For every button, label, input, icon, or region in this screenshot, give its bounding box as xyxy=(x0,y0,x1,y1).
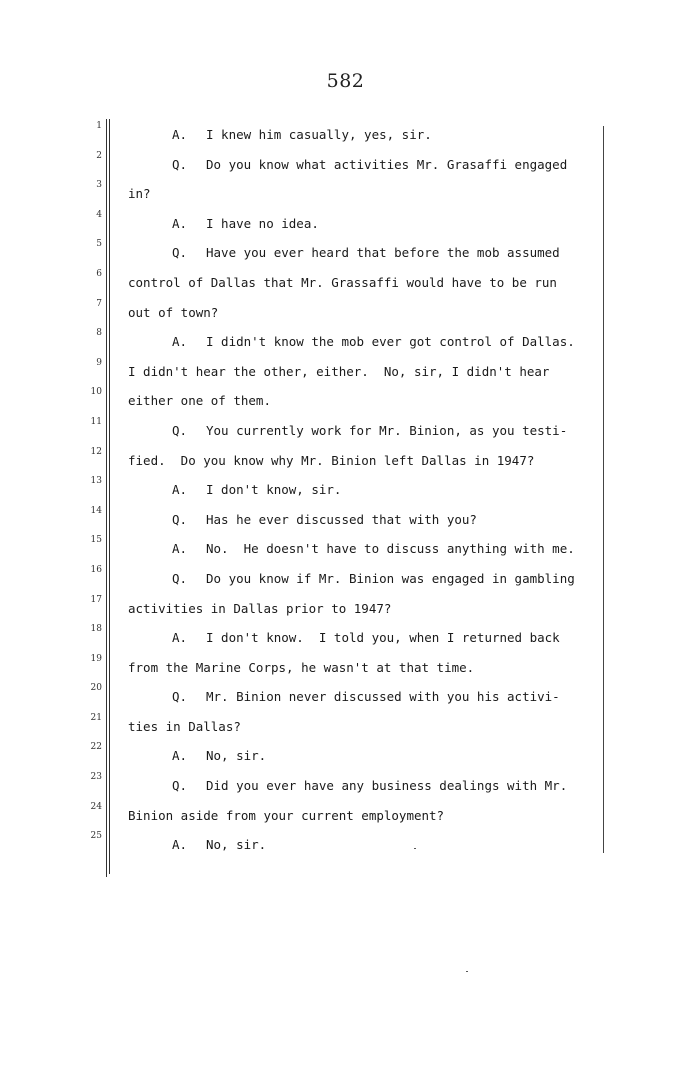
line-text: No, sir. xyxy=(206,748,267,764)
speaker-label: Q. xyxy=(172,778,188,794)
line-number: 23 xyxy=(90,772,102,783)
speaker-label: A. xyxy=(172,482,188,498)
line-text: Mr. Binion never discussed with you his activi- xyxy=(206,689,560,705)
line-number: 8 xyxy=(96,328,102,339)
transcript-line xyxy=(128,719,600,749)
transcript-line xyxy=(128,748,600,778)
transcript-line xyxy=(128,334,600,364)
transcript-line xyxy=(128,127,600,157)
speaker-label: A. xyxy=(172,748,188,764)
speaker-label: A. xyxy=(172,630,188,646)
line-text: I don't know. I told you, when I returned back xyxy=(206,630,560,646)
line-number: 9 xyxy=(96,357,102,368)
transcript-line xyxy=(128,275,600,305)
transcript-line xyxy=(128,541,600,571)
line-text: from the Marine Corps, he wasn't at that time. xyxy=(128,659,475,675)
transcript-line xyxy=(128,512,600,542)
line-number: 16 xyxy=(90,564,102,575)
line-text: Did you ever have any business dealings with Mr. xyxy=(206,778,568,794)
speaker-label: A. xyxy=(172,215,188,231)
transcript-line xyxy=(128,157,600,187)
line-text: Has he ever discussed that with you? xyxy=(206,511,477,527)
line-text: I have no idea. xyxy=(206,215,319,231)
line-number: 1 xyxy=(96,121,102,131)
line-number: 22 xyxy=(90,742,102,753)
speaker-label: A. xyxy=(172,334,188,350)
line-number: 7 xyxy=(96,298,102,309)
line-number: 24 xyxy=(90,801,102,812)
line-text: in? xyxy=(128,186,151,202)
speaker-label: Q. xyxy=(172,245,188,261)
left-margin-rule xyxy=(106,119,107,877)
transcript-line xyxy=(128,216,600,246)
transcript-line xyxy=(128,601,600,631)
transcript-line xyxy=(128,423,600,453)
line-text: I knew him casually, yes, sir. xyxy=(206,127,432,142)
line-number: 6 xyxy=(96,268,102,279)
line-number: 20 xyxy=(90,683,102,694)
line-number-column xyxy=(80,119,102,859)
line-number: 11 xyxy=(90,416,102,427)
line-text: No. He doesn't have to discuss anything with me. xyxy=(206,541,575,557)
speaker-label: Q. xyxy=(172,689,188,705)
line-text: fied. Do you know why Mr. Binion left Dallas in 1947? xyxy=(128,452,535,468)
line-text: Binion aside from your current employment? xyxy=(128,807,445,823)
transcript-line xyxy=(128,837,600,867)
line-text: I didn't know the mob ever got control of Dallas. xyxy=(206,334,575,350)
line-number: 12 xyxy=(90,446,102,457)
speaker-label: A. xyxy=(172,541,188,557)
line-number: 5 xyxy=(96,239,102,250)
speaker-label: Q. xyxy=(172,511,188,527)
speaker-label: A. xyxy=(172,837,188,853)
line-number: 14 xyxy=(90,505,102,516)
scan-speck xyxy=(414,848,416,849)
line-number: 13 xyxy=(90,476,102,487)
line-text: You currently work for Mr. Binion, as you testi- xyxy=(206,422,568,438)
line-number: 15 xyxy=(90,535,102,546)
transcript-line xyxy=(128,660,600,690)
line-text: out of town? xyxy=(128,304,219,320)
transcript-line xyxy=(128,186,600,216)
transcript-line xyxy=(128,393,600,423)
transcript-body xyxy=(128,127,600,867)
transcript-line xyxy=(128,778,600,808)
transcript-line xyxy=(128,630,600,660)
line-number: 19 xyxy=(90,653,102,664)
transcript-line xyxy=(128,453,600,483)
line-text: I didn't hear the other, either. No, sir, I didn't hear xyxy=(128,363,550,379)
speaker-label: Q. xyxy=(172,570,188,586)
line-text: I don't know, sir. xyxy=(206,482,342,498)
transcript-line xyxy=(128,482,600,512)
line-text: activities in Dallas prior to 1947? xyxy=(128,600,392,616)
line-text: control of Dallas that Mr. Grassaffi would have to be run xyxy=(128,274,557,290)
right-margin-rule xyxy=(603,126,604,853)
line-text: Do you know what activities Mr. Grasaffi engaged xyxy=(206,156,568,172)
line-number: 25 xyxy=(90,831,102,842)
page-number: 582 xyxy=(326,70,365,92)
line-number: 18 xyxy=(90,624,102,635)
speaker-label: A. xyxy=(172,127,188,142)
line-text: either one of them. xyxy=(128,393,271,409)
line-number: 21 xyxy=(90,712,102,723)
line-number: 3 xyxy=(96,180,102,191)
line-number: 17 xyxy=(90,594,102,605)
line-text: Do you know if Mr. Binion was engaged in gambling xyxy=(206,570,575,586)
line-text: No, sir. xyxy=(206,837,267,853)
line-number: 2 xyxy=(96,150,102,161)
transcript-line xyxy=(128,245,600,275)
transcript-line xyxy=(128,808,600,838)
scan-speck xyxy=(466,971,468,972)
transcript-line xyxy=(128,364,600,394)
transcript-line xyxy=(128,305,600,335)
transcript-line xyxy=(128,571,600,601)
left-margin-rule xyxy=(109,119,110,874)
speaker-label: Q. xyxy=(172,156,188,172)
speaker-label: Q. xyxy=(172,422,188,438)
line-text: ties in Dallas? xyxy=(128,718,241,734)
line-text: Have you ever heard that before the mob assumed xyxy=(206,245,560,261)
line-number: 4 xyxy=(96,209,102,220)
line-number: 10 xyxy=(90,387,102,398)
transcript-line xyxy=(128,689,600,719)
